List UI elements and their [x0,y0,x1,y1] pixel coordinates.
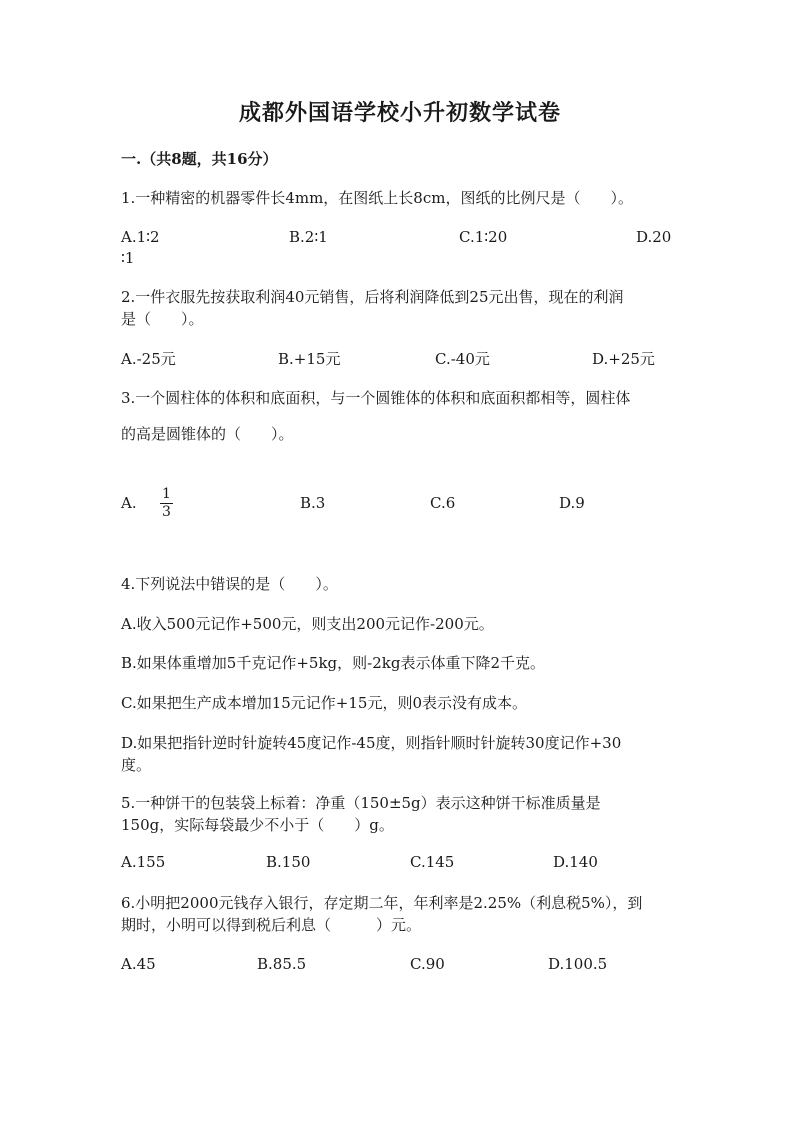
question-4-option-b[interactable]: B.如果体重增加5千克记作+5kg，则-2kg表示体重下降2千克。 [121,654,545,672]
question-4-stem: 4.下列说法中错误的是（ ）。 [121,575,338,593]
question-1-option-d-continued: ∶1 [121,249,135,267]
question-3-stem-line1: 3.一个圆柱体的体积和底面积，与一个圆锥体的体积和底面积都相等，圆柱体 [121,389,631,407]
question-4-option-d-continued: 度。 [121,756,152,774]
page-title: 成都外国语学校小升初数学试卷 [238,100,561,126]
question-4-option-c[interactable]: C.如果把生产成本增加15元记作+15元，则0表示没有成本。 [121,694,527,712]
question-5-option-a[interactable]: A.155 [121,853,166,871]
option-label: A. [121,494,137,512]
question-4-option-d[interactable]: D.如果把指针逆时针旋转45度记作-45度，则指针顺时针旋转30度记作+30 [121,734,622,752]
question-5-option-d[interactable]: D.140 [553,853,598,871]
question-1-stem: 1.一种精密的机器零件长4mm，在图纸上长8cm，图纸的比例尺是（ ）。 [121,189,633,207]
fraction-numerator: 1 [162,486,171,502]
question-2-option-a[interactable]: A.-25元 [121,350,176,368]
question-2-option-b[interactable]: B.+15元 [278,350,341,368]
question-1-option-c[interactable]: C.1∶20 [459,228,508,246]
question-1-option-b[interactable]: B.2∶1 [289,228,328,246]
question-5-stem-line2: 150g，实际每袋最少不小于（ ）g。 [121,816,394,834]
question-3-stem-line2: 的高是圆锥体的（ ）。 [121,425,294,443]
question-2-stem-line2: 是（ ）。 [121,310,204,328]
question-6-option-d[interactable]: D.100.5 [548,955,608,973]
question-3-option-d[interactable]: D.9 [559,494,585,512]
fraction-denominator: 3 [162,504,171,520]
question-2-option-c[interactable]: C.-40元 [435,350,490,368]
question-2-stem-line1: 2.一件衣服先按获取利润40元销售，后将利润降低到25元出售，现在的利润 [121,288,624,306]
question-3-option-c[interactable]: C.6 [430,494,456,512]
section-heading: 一.（共8题，共16分） [121,150,278,168]
question-3-option-a[interactable] [121,494,137,512]
question-6-stem-line1: 6.小明把2000元钱存入银行，存定期二年，年利率是2.25%（利息税5%），到 [121,894,643,912]
question-3-option-a-fraction [160,487,173,520]
question-1-option-d[interactable]: D.20 [636,228,672,246]
question-5-stem-line1: 5.一种饼干的包装袋上标着：净重（150±5g）表示这种饼干标准质量是 [121,794,601,812]
question-6-option-a[interactable]: A.45 [121,955,156,973]
question-2-option-d[interactable]: D.+25元 [592,350,655,368]
question-5-option-c[interactable]: C.145 [410,853,455,871]
question-6-option-b[interactable]: B.85.5 [257,955,307,973]
question-6-option-c[interactable]: C.90 [410,955,445,973]
question-5-option-b[interactable]: B.150 [266,853,311,871]
question-6-stem-line2: 期时，小明可以得到税后利息（ ）元。 [121,916,422,934]
question-1-option-a[interactable]: A.1∶2 [121,228,160,246]
question-3-option-b[interactable]: B.3 [300,494,326,512]
question-4-option-a[interactable]: A.收入500元记作+500元，则支出200元记作-200元。 [121,615,494,633]
